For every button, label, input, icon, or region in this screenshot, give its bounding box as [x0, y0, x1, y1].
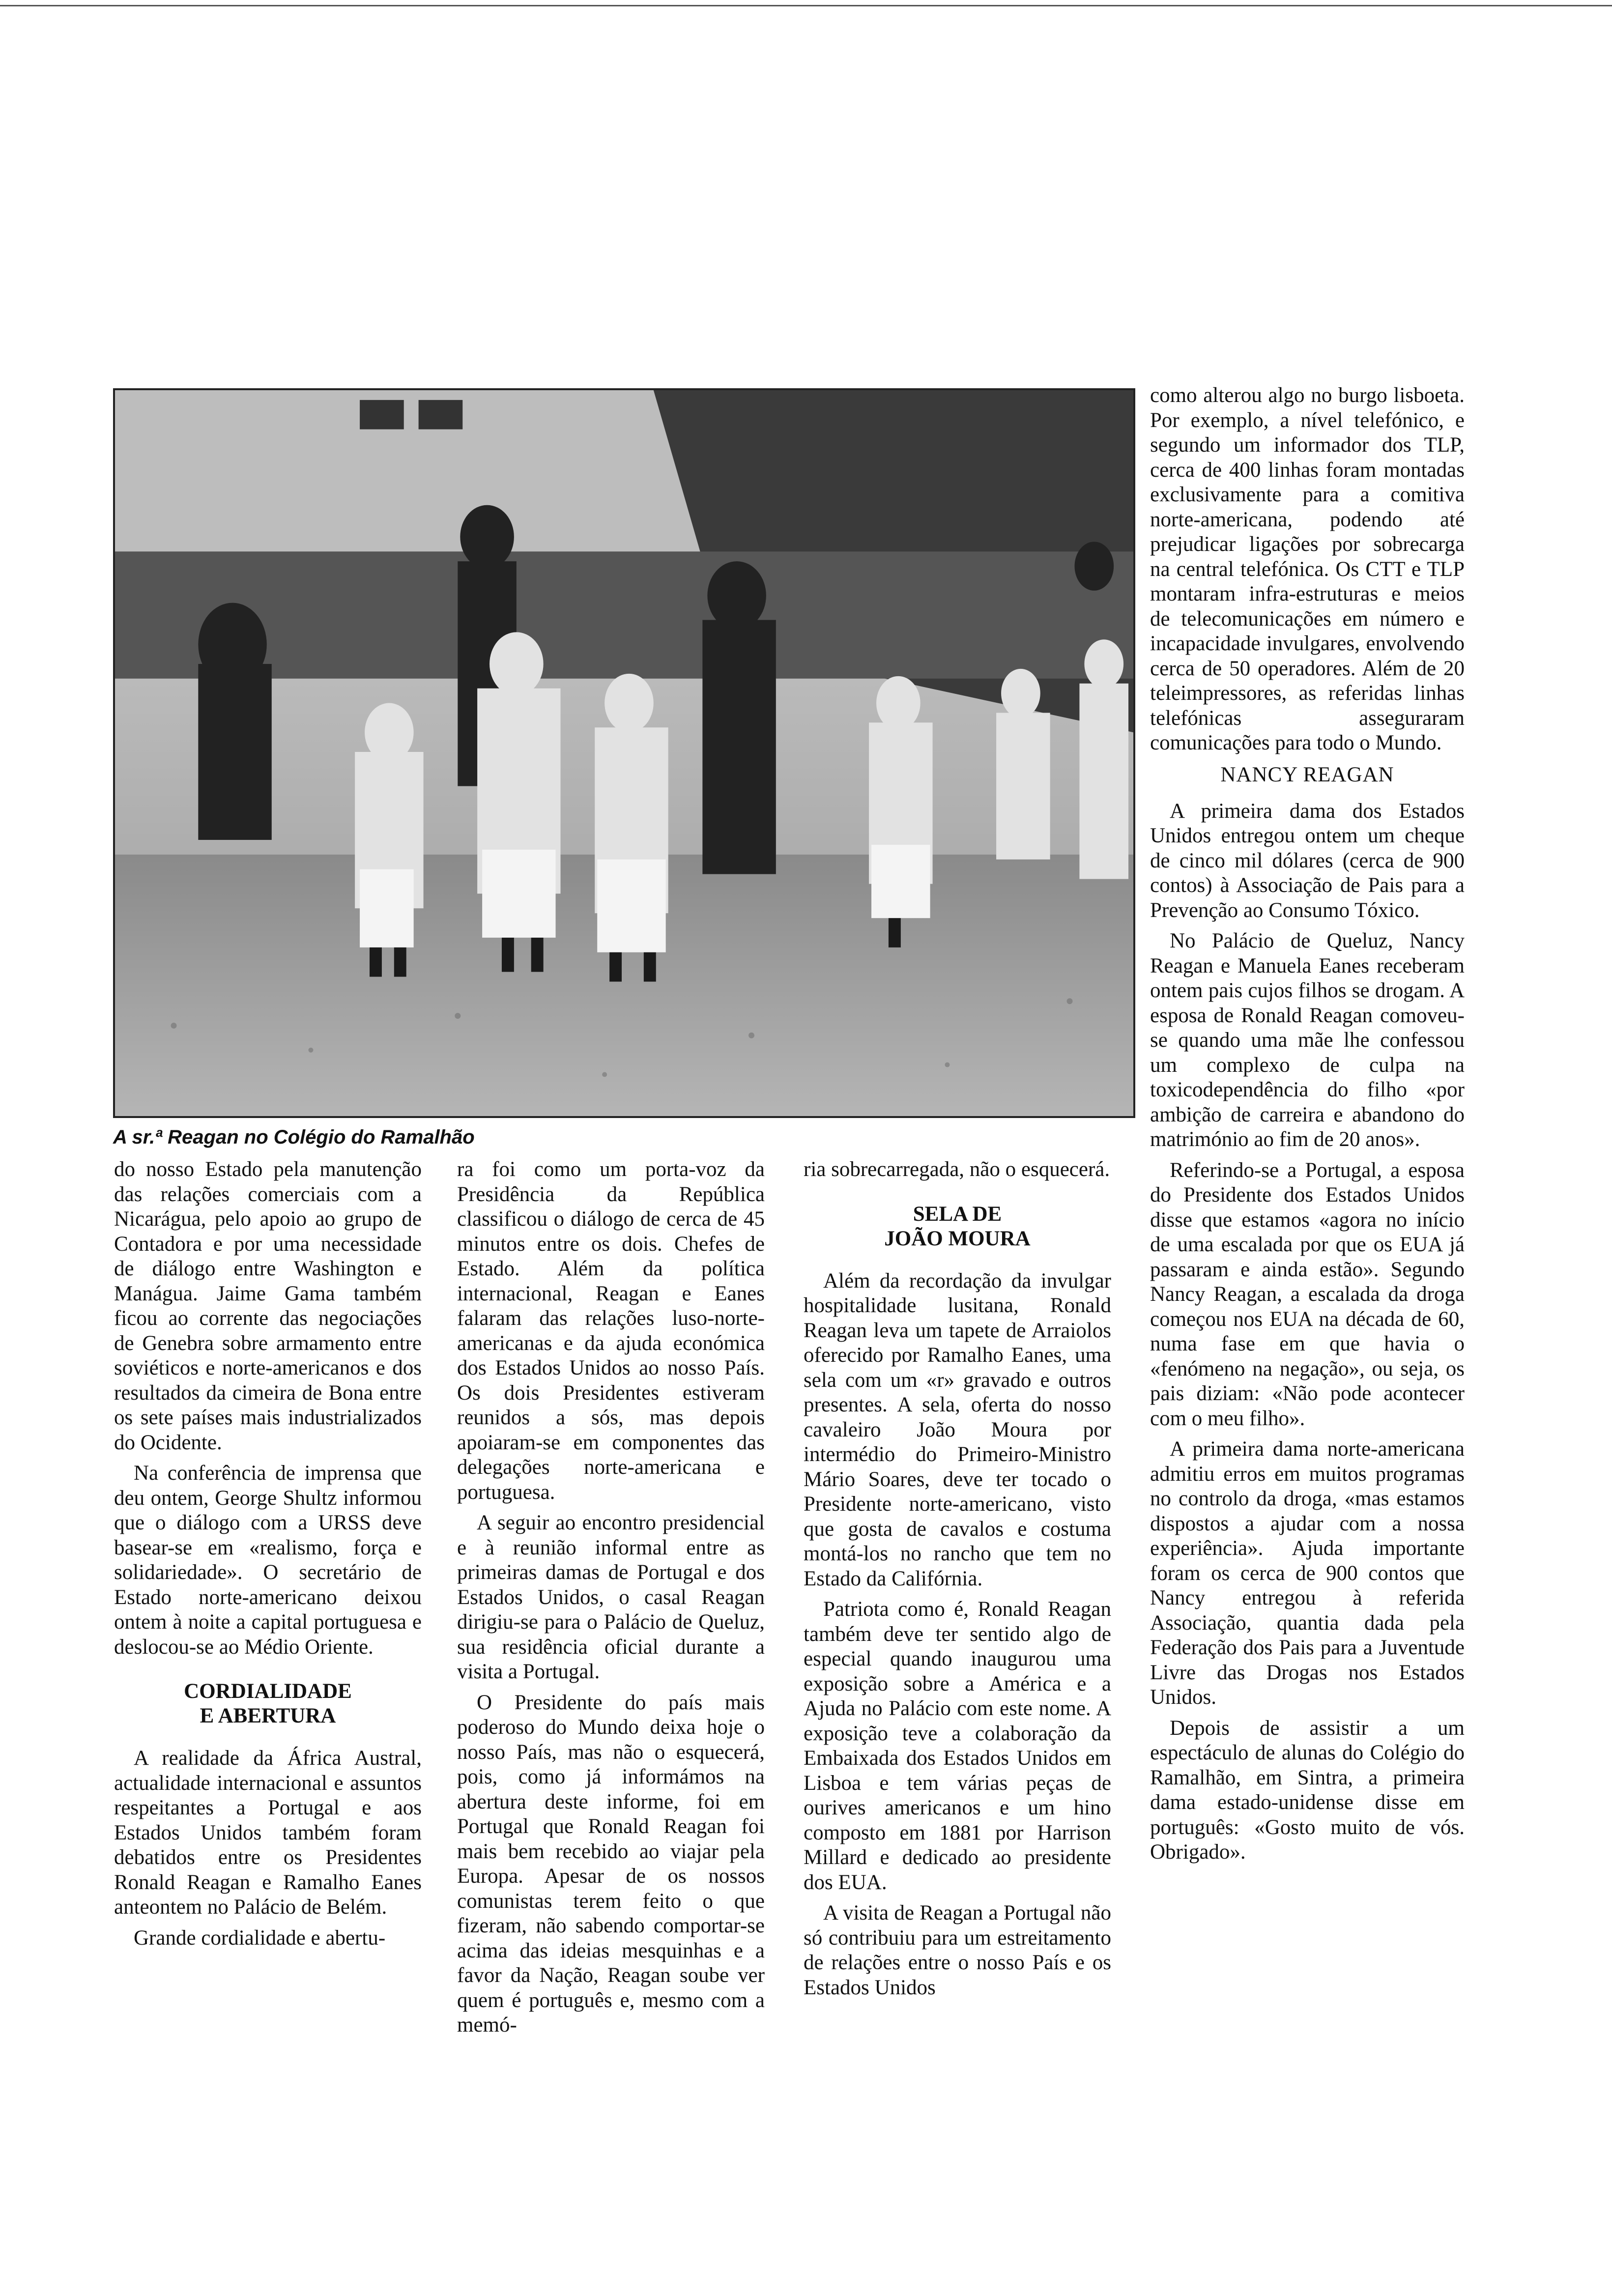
article-paragraph: do nosso Estado pela manutenção das relações comerciais com a Nicarágua, pelo apoio ao grupo de Contadora e por uma necessidade de diálogo entre Washington e Manágua. Jaime Gama também ficou ao corrente das negociações de Genebra sobre armamento entre soviéticos e norte-americanos e dos resultados da cimeira de Bona entre os sete países mais industrializados do Ocidente. [114, 1158, 422, 1454]
article-paragraph: ra foi como um porta-voz da Presidência da República classificou o diálogo de cerca de 45 minutos entre os dois. Chefes de Estado. Além da política internacional, Reagan e Eanes falaram das relações luso-norte-americanas e da ajuda económica dos Estados Unidos ao nosso País. Os dois Presidentes estiveram reunidos a sós, mas depois apoiaram-se em componentes das delegações norte-americana e portuguesa. [457, 1158, 765, 1504]
article-paragraph: A seguir ao encontro presidencial e à reunião informal entre as primeiras damas de Portugal e dos Estados Unidos, o casal Reagan dirigiu-se para o Palácio de Queluz, sua residência oficial durante a visita a Portugal. [457, 1511, 765, 1683]
article-column-2 [457, 1157, 765, 2038]
article-paragraph: Patriota como é, Ronald Reagan também deve ter sentido algo de especial quando inaugurou uma exposição sobre a América e a Ajuda no Palácio com este nome. A exposição teve a colaboração da Embaixada dos Estados Unidos em Lisboa e tem várias peças de ourives americanos e um hino composto em 1881 por Harrison Millard e dedicado ao presidente dos EUA. [804, 1598, 1111, 1894]
section-heading: CORDIALIDADE E ABERTURA [184, 1680, 352, 1727]
article-paragraph: Na conferência de imprensa que deu ontem, George Shultz informou que o diálogo com a URSS deve basear-se em «realismo, força e solidariedade». O secretário de Estado norte-americano deixou ontem à noite a capital portuguesa e deslocou-se ao Médio Oriente. [114, 1462, 422, 1659]
article-column-1 [114, 1157, 422, 1951]
article-paragraph: No Palácio de Queluz, Nancy Reagan e Manuela Eanes receberam ontem pais cujos filhos se drogam. A esposa de Ronald Reagan comoveu-se quando uma mãe lhe confessou um complexo de culpa na toxicodependência do filho «por ambição de carreira e abandono do matrimónio ao fim de 20 anos». [1150, 929, 1465, 1151]
article-column-4 [1150, 383, 1465, 1865]
article-paragraph: A primeira dama norte-americana admitiu erros em muitos programas no controlo da droga, «mas estamos dispostos a ajudar com a nossa experiência». Ajuda importante foram os cerca de 900 contos que Nancy entregou à referida Associação, quantia dada pela Federação dos Pais para a Juventude Livre das Drogas nos Estados Unidos. [1150, 1437, 1465, 1709]
top-rule [0, 5, 1612, 6]
article-paragraph: A visita de Reagan a Portugal não só contribuiu para um estreitamento de relações entre o nosso País e os Estados Unidos [804, 1901, 1111, 1999]
article-paragraph: Além da recordação da invulgar hospitalidade lusitana, Ronald Reagan leva um tapete de Arraiolos oferecido por Ramalho Eanes, uma sela com um «r» gravado e outros presentes. A sela, oferta do nosso cavaleiro João Moura por intermédio do Primeiro-Ministro Mário Soares, deve ter tocado o Presidente norte-americano, visto que gosta de cavalos e costuma montá-los no rancho que tem no Estado da Califórnia. [804, 1269, 1111, 1590]
article-paragraph: A realidade da África Austral, actualidade internacional e assuntos respeitantes a Portugal e aos Estados Unidos também foram debatidos entre os Presidentes Ronald Reagan e Ramalho Eanes anteontem no Palácio de Belém. [114, 1747, 422, 1919]
article-paragraph: Depois de assistir a um espectáculo de alunas do Colégio do Ramalhão, em Sintra, a primeira dama estado-unidense disse em português: «Gosto muito de vós. Obrigado». [1150, 1716, 1465, 1864]
news-photo [113, 388, 1135, 1118]
article-paragraph: O Presidente do país mais poderoso do Mundo deixa hoje o nosso País, mas não o esquecerá, pois, como já informámos na abertura deste informe, foi em Portugal que Ronald Reagan foi mais bem recebido ao viajar pela Europa. Apesar de os nossos comunistas terem feito o que fizeram, não sabendo comportar-se acima das ideias mesquinhas e a favor da Nação, Reagan soube ver quem é português e, mesmo com a memó- [457, 1691, 765, 2037]
article-paragraph: como alterou algo no burgo lisboeta. Por exemplo, a nível telefónico, e segundo um informador dos TLP, cerca de 400 linhas foram montadas exclusivamente para a comitiva norte-americana, podendo até prejudicar ligações por sobrecarga na central telefónica. Os CTT e TLP montaram infra-estruturas e meios de telecomunicações em número e incapacidade invulgares, envolvendo cerca de 50 operadores. Além de 20 teleimpressores, as referidas linhas telefónicas asseguraram comunicações para todo o Mundo. [1150, 384, 1465, 754]
article-paragraph: ria sobrecarregada, não o esquecerá. [804, 1158, 1110, 1181]
section-heading: NANCY REAGAN [1220, 763, 1394, 786]
photo-illustration [115, 390, 1133, 1116]
section-heading: SELA DE JOÃO MOURA [884, 1202, 1031, 1250]
photo-caption: A sr.ª Reagan no Colégio do Ramalhão [113, 1126, 475, 1148]
article-column-3 [804, 1157, 1111, 2000]
article-paragraph: Grande cordialidade e abertu- [134, 1926, 386, 1950]
article-paragraph: Referindo-se a Portugal, a esposa do Presidente dos Estados Unidos disse que estamos «agora no início de uma escalada por que os EUA já passaram e ainda estão». Segundo Nancy Reagan, a escalada da droga começou nos EUA na década de 60, numa fase em que havia o «fenómeno na negação», ou seja, os pais diziam: «Não pode acontecer com o meu filho». [1150, 1158, 1465, 1430]
article-paragraph: A primeira dama dos Estados Unidos entregou ontem um cheque de cinco mil dólares (cerca de 900 contos) à Associação de Pais para a Prevenção ao Consumo Tóxico. [1150, 799, 1465, 922]
